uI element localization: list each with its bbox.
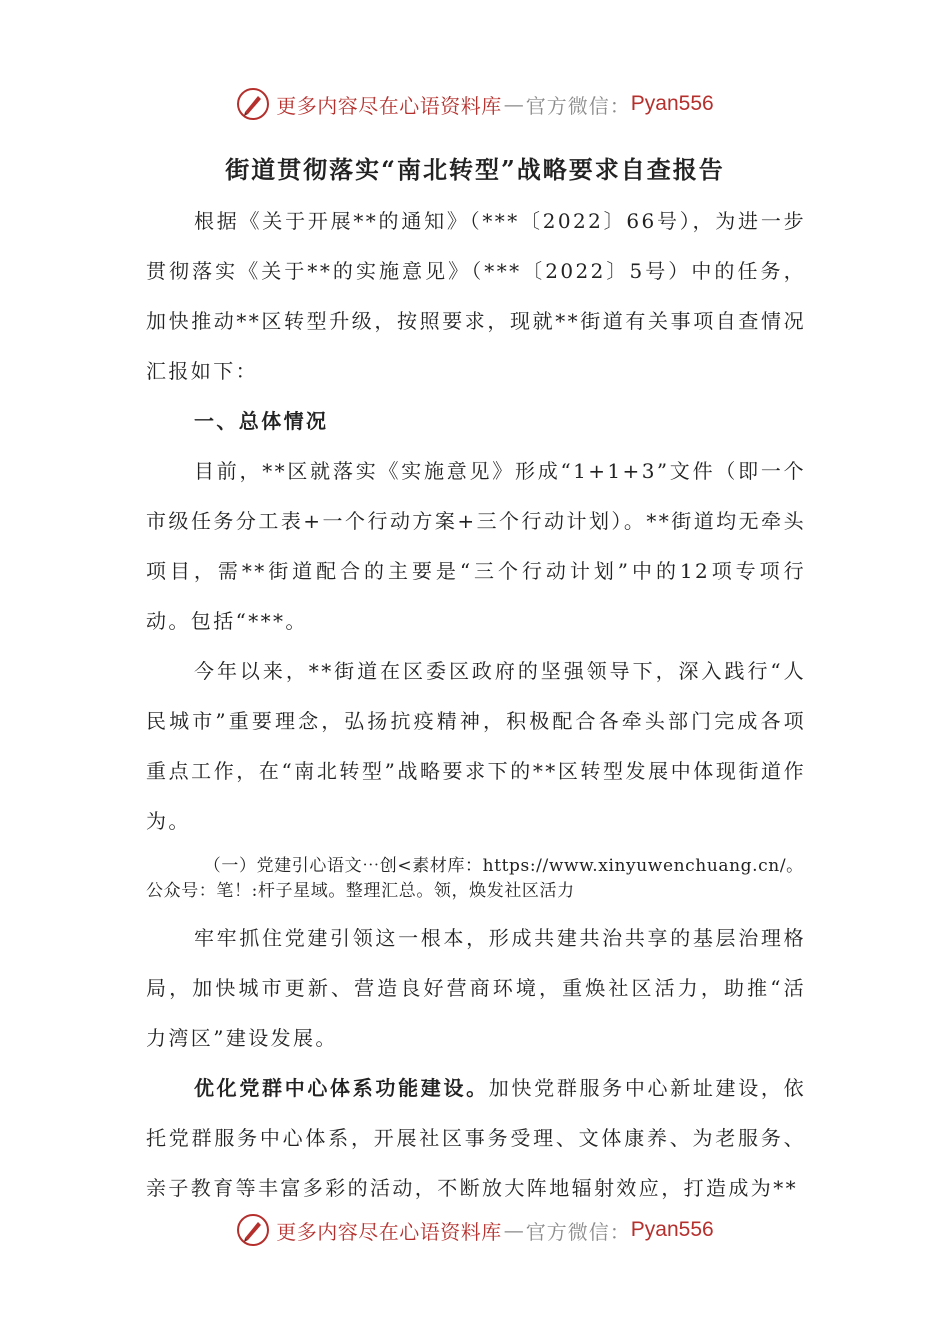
- banner-text-gray: 官方微信：: [525, 93, 631, 118]
- bottom-watermark-banner: [0, 1208, 950, 1252]
- banner-text-red: 更多内容尽在心语资料库: [276, 93, 502, 118]
- banner-text-gray: 官方微信：: [525, 1219, 631, 1244]
- pen-logo-icon: [236, 1213, 270, 1247]
- top-watermark-banner: [0, 82, 950, 126]
- section-heading-1: 一、总体情况: [194, 409, 329, 433]
- paragraph-overview: 目前，**区就落实《实施意见》形成“1+1+3”文件（即一个市级任务分工表+一个行动方案+三个行动计划）。**街道均无牵头项目，需**街道配合的主要是“三个行动计划”中的12项专项行动。包括“***。: [146, 459, 806, 633]
- document-title: 街道贯彻落实“南北转型”战略要求自查报告: [225, 155, 725, 184]
- intro-paragraph: 根据《关于开展**的通知》（***〔2022〕66号），为进一步贯彻落实《关于**的实施意见》（***〔2022〕5号）中的任务，加快推动**区转型升级，按照要求，现就**街道有关事项自查情况汇报如下：: [146, 209, 806, 383]
- pen-logo-icon: [236, 87, 270, 121]
- subheading-1-line2: 公众号：笔！:杆子星域。整理汇总。领，焕发社区活力: [146, 881, 575, 901]
- banner-wechat-id: Pyan556: [630, 92, 714, 115]
- banner-wechat-id: Pyan556: [630, 1218, 714, 1241]
- banner-text-red: 更多内容尽在心语资料库: [276, 1219, 502, 1244]
- document-body: [146, 196, 806, 1213]
- paragraph-this-year: 今年以来，**街道在区委区政府的坚强领导下，深入践行“人民城市”重要理念，弘扬抗疫精神，积极配合各牵头部门完成各项重点工作，在“南北转型”战略要求下的**区转型发展中体现街道作为。: [146, 659, 806, 833]
- banner-separator: —: [503, 1218, 524, 1242]
- subheading-1-line1: （一）党建引心语文⋯创<素材库：https://www.xinyuwenchuang.cn/。: [203, 856, 804, 876]
- paragraph-party-building: 牢牢抓住党建引领这一根本，形成共建共治共享的基层治理格局，加快城市更新、营造良好营商环境，重焕社区活力，助推“活力湾区”建设发展。: [146, 926, 806, 1050]
- paragraph-party-center-text: 加快党群服务中心新址建设，依托党群服务中心体系，开展社区事务受理、文体康养、为老服务、亲子教育等丰富多彩的活动，不断放大阵地辐射效应，打造成为**: [146, 1076, 806, 1200]
- paragraph-party-center: [146, 1063, 806, 1213]
- paragraph-party-center-lead: 优化党群中心体系功能建设。: [194, 1076, 489, 1100]
- banner-separator: —: [503, 92, 524, 116]
